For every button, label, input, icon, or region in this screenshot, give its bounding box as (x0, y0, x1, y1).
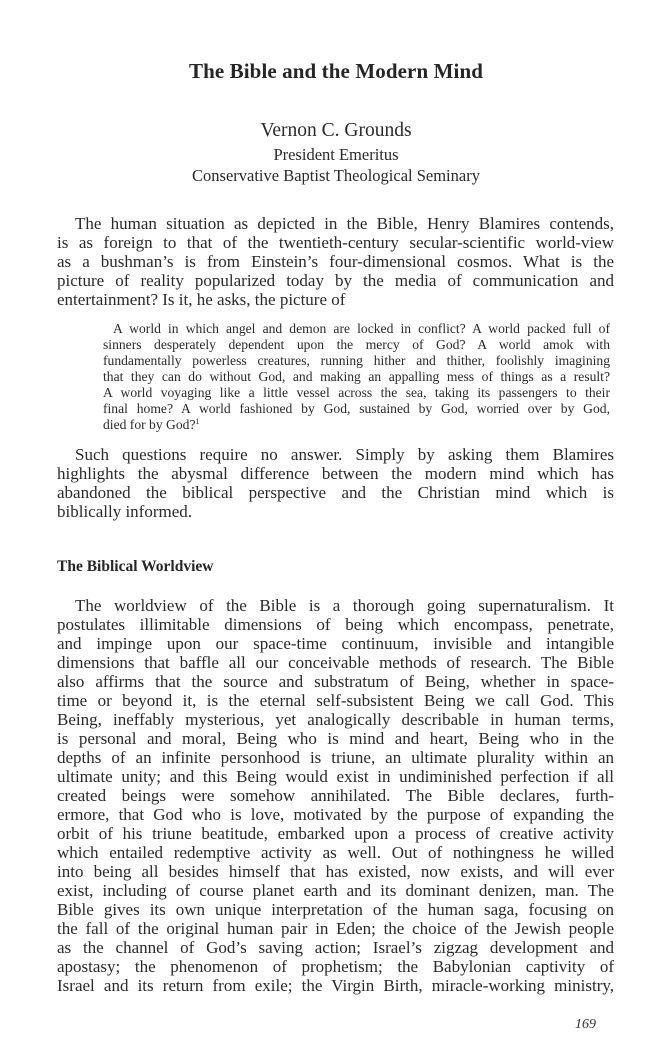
text-line: The human situation as depicted in the Bible, Henry Blamires contends, (75, 214, 614, 233)
text-line: postulates illimitable dimensions of being which encompass, penetrate, (57, 615, 614, 634)
text-line: highlights the abysmal difference between the modern mind which has (57, 464, 614, 483)
text-line: depths of an infinite personhood is triune, an ultimate plurality within an (57, 748, 614, 767)
block-quote (103, 321, 610, 433)
text-line: apostasy; the phenomenon of prophetism; the Babylonian captivity of (57, 957, 614, 976)
text-line: entertainment? Is it, he asks, the picture of (57, 290, 346, 309)
text-line: as a bushman’s is from Einstein’s four-dimensional cosmos. What is the (57, 252, 614, 271)
text-line: The worldview of the Bible is a thorough going supernaturalism. It (75, 596, 614, 615)
quote-line: sinners desperately dependent upon the mercy of God? A world amok with (103, 337, 610, 352)
text-line: and impinge upon our space-time continuum, invisible and intangible (57, 634, 614, 653)
section-heading: The Biblical Worldview (57, 558, 214, 575)
text-line: Such questions require no answer. Simply by asking them Blamires (75, 445, 614, 464)
author-position: President Emeritus (273, 145, 399, 164)
text-line: orbit of his triune beatitude, embarked upon a process of creative activity (57, 824, 614, 843)
text-line: into being all besides himself that has existed, now exists, and will ever (57, 862, 614, 881)
text-line: which entailed redemptive activity as well. Out of nothingness he willed (57, 843, 614, 862)
article-title: The Bible and the Modern Mind (188, 59, 484, 83)
intro-paragraph (57, 214, 614, 309)
quote-line: fundamentally powerless creatures, running hither and thither, foolishly imagining (103, 353, 610, 368)
text-line: also affirms that the source and substratum of Being, whether in space- (57, 672, 614, 691)
author-institution: Conservative Baptist Theological Seminary (192, 166, 480, 185)
author-name: Vernon C. Grounds (260, 120, 412, 141)
text-line: Bible gives its own unique interpretation of the human saga, focusing on (57, 900, 614, 919)
text-line: biblically informed. (57, 502, 193, 521)
page-number: 169 (575, 1017, 596, 1032)
text-line: is personal and moral, Being who is mind and heart, Being who in the (57, 729, 614, 748)
text-line: ermore, that God who is love, motivated by the purpose of expanding the (57, 805, 614, 824)
text-line: the fall of the original human pair in Eden; the choice of the Jewish people (57, 919, 614, 938)
quote-line (103, 417, 610, 433)
text-line: as the channel of God’s saving action; Israel’s zigzag development and (57, 938, 614, 957)
text-line: Israel and its return from exile; the Virgin Birth, miracle-working ministry, (57, 976, 614, 995)
text-line: Being, ineffably mysterious, yet analogically describable in human terms, (57, 710, 614, 729)
text-line: ultimate unity; and this Being would exist in undiminished perfection if all (57, 767, 614, 786)
footnote-marker[interactable]: 1 (195, 417, 200, 426)
quote-line: A world voyaging like a little vessel across the sea, taking its passengers to their (103, 385, 610, 400)
quote-line: that they can do without God, and making an appalling mess of things as a result? (103, 369, 610, 384)
quote-line: A world in which angel and demon are locked in conflict? A world packed full of (113, 321, 610, 336)
text-line: picture of reality popularized today by the media of communication and (57, 271, 614, 290)
text-line: created beings were somehow annihilated. The Bible declares, furth- (57, 786, 614, 805)
quote-line: final home? A world fashioned by God, sustained by God, worried over by God, (103, 401, 610, 416)
text-line: abandoned the biblical perspective and the Christian mind which is (57, 483, 614, 502)
text-line: exist, including of course planet earth and its dominant denizen, man. The (57, 881, 614, 900)
quote-line-text: died for by God? (103, 417, 196, 432)
text-line: time or beyond it, is the eternal self-subsistent Being we call God. This (57, 691, 614, 710)
text-line: is as foreign to that of the twentieth-century secular-scientific world-view (57, 233, 614, 252)
section-paragraph (57, 596, 614, 995)
text-line: dimensions that baffle all our conceivable methods of research. The Bible (57, 653, 614, 672)
second-paragraph (57, 445, 614, 521)
